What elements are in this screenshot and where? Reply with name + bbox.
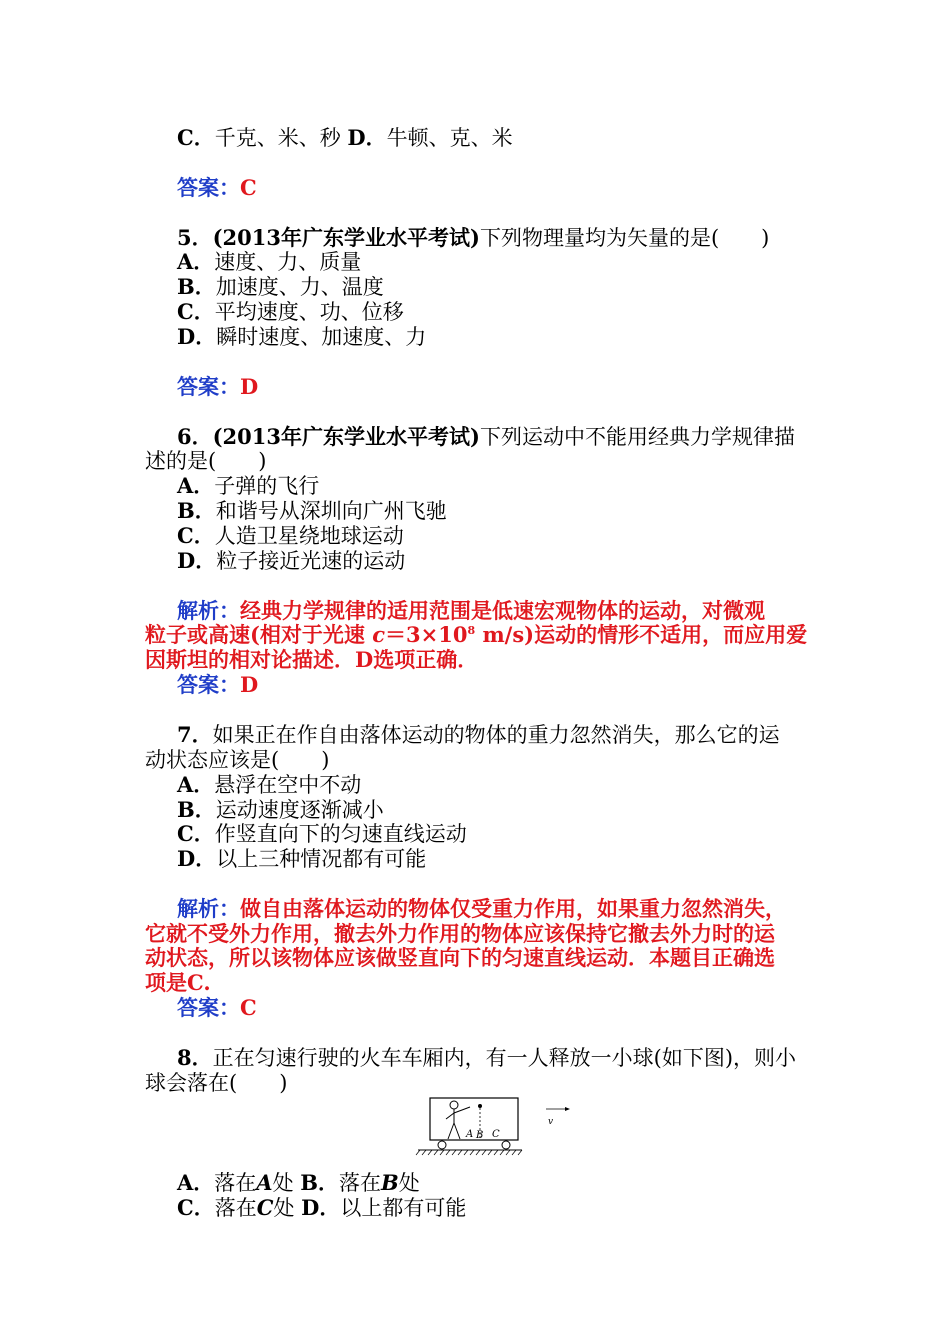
option-text: 牛顿、克、米 xyxy=(386,126,513,150)
ball xyxy=(478,1104,482,1108)
q7-option-c xyxy=(177,822,467,846)
person-leg xyxy=(448,1123,454,1139)
q5-answer xyxy=(177,375,258,399)
option-label: D． xyxy=(177,548,217,573)
q6-analysis-line2 xyxy=(145,623,807,647)
question-source: (2013年广东学业水平考试) xyxy=(212,424,480,449)
question-number: 8． xyxy=(177,1045,213,1070)
analysis-text: 经典力学规律的适用范围是低速宏观物体的运动，对微观 xyxy=(240,598,765,623)
q7-stem-line2: 动状态应该是( ) xyxy=(145,748,330,772)
q7-option-d xyxy=(177,847,426,871)
option-text: 子弹的飞行 xyxy=(214,474,320,498)
question-number: 7． xyxy=(177,722,213,747)
q5-option-c xyxy=(177,300,404,324)
label-v: v xyxy=(548,1117,554,1127)
option-var: A xyxy=(256,1170,273,1195)
option-label: D． xyxy=(177,846,217,871)
option-text: 粒子接近光速的运动 xyxy=(216,549,406,573)
q7-answer xyxy=(177,996,257,1020)
q6-analysis-line1 xyxy=(177,599,765,623)
option-label: B． xyxy=(177,274,216,299)
option-text: 运动速度逐渐减小 xyxy=(215,798,384,822)
question-stem: 如果正在作自由落体运动的物体的重力忽然消失，那么它的运 xyxy=(212,723,780,747)
option-label: B． xyxy=(177,797,216,822)
exponent: 8 xyxy=(467,624,476,637)
q4-options-cd xyxy=(177,126,513,150)
analysis-text: 粒子或高速(相对于光速 xyxy=(145,622,373,647)
question-source: (2013年广东学业水平考试) xyxy=(212,225,480,250)
option-text: 处 xyxy=(272,1171,294,1195)
answer-label: 答案： xyxy=(177,175,240,200)
option-label: C． xyxy=(177,299,215,324)
answer-value: D xyxy=(240,672,259,697)
q5-option-d xyxy=(177,325,426,349)
label-b: B xyxy=(476,1130,484,1141)
analysis-text: m/s)运动的情形不适用，而应用爱 xyxy=(475,622,808,647)
option-label: B． xyxy=(177,498,216,523)
question-number: 5． xyxy=(177,225,213,250)
question-stem: 下列物理量均为矢量的是( ) xyxy=(479,226,770,250)
q6-answer xyxy=(177,673,258,697)
analysis-label: 解析： xyxy=(177,598,240,623)
option-text: 平均速度、功、位移 xyxy=(214,300,404,324)
question-stem: 下列运动中不能用经典力学规律描 xyxy=(479,425,795,449)
q7-stem-line1 xyxy=(177,723,780,747)
arrow-head-icon xyxy=(565,1107,570,1111)
option-text: 落在 xyxy=(214,1196,257,1220)
q6-option-b xyxy=(177,499,447,523)
q6-stem-line2: 述的是( ) xyxy=(145,449,267,473)
carriage-outline xyxy=(430,1098,518,1140)
option-label: C． xyxy=(177,821,215,846)
q7-analysis-line1 xyxy=(177,897,786,921)
ground-hatching xyxy=(416,1150,522,1155)
q8-stem-line2: 球会落在( ) xyxy=(145,1071,288,1095)
label-a: A xyxy=(466,1129,474,1140)
q6-option-a xyxy=(177,474,319,498)
option-label: B． xyxy=(300,1170,340,1195)
q7-analysis-line4: 项是C. xyxy=(145,970,211,995)
q5-option-b xyxy=(177,275,384,299)
option-text: 落在 xyxy=(214,1171,257,1195)
option-label: D． xyxy=(177,324,217,349)
option-var: C xyxy=(256,1195,274,1220)
q7-option-a xyxy=(177,773,361,797)
option-text: 悬浮在空中不动 xyxy=(214,773,362,797)
q5-option-a xyxy=(177,250,361,274)
q6-analysis-line3: 因斯坦的相对论描述．D选项正确． xyxy=(145,647,479,672)
option-text: 落在 xyxy=(339,1171,382,1195)
train-carriage-figure xyxy=(410,1093,580,1163)
option-label: C． xyxy=(177,1195,215,1220)
option-label: A． xyxy=(177,249,215,274)
option-var: B xyxy=(381,1170,399,1195)
analysis-text: ＝3×10 xyxy=(385,622,468,647)
option-text: 千克、米、秒 xyxy=(214,126,341,150)
q6-option-d xyxy=(177,549,405,573)
option-label: C． xyxy=(177,125,215,150)
q8-stem-line1 xyxy=(177,1046,796,1070)
person-leg xyxy=(454,1123,460,1139)
option-label: A． xyxy=(177,1170,215,1195)
option-label: A． xyxy=(177,772,215,797)
analysis-text: 做自由落体运动的物体仅受重力作用，如果重力忽然消失， xyxy=(240,896,786,921)
answer-label: 答案： xyxy=(177,672,240,697)
option-text: 和谐号从深圳向广州飞驰 xyxy=(215,499,447,523)
question-number: 6． xyxy=(177,424,213,449)
q8-options-ab xyxy=(177,1171,420,1195)
option-label: A． xyxy=(177,473,215,498)
person-arm xyxy=(446,1113,454,1119)
option-label: D． xyxy=(347,125,387,150)
q6-option-c xyxy=(177,524,404,548)
person-head xyxy=(450,1101,458,1109)
q7-analysis-line3: 动状态，所以该物体应该做竖直向下的匀速直线运动．本题目正确选 xyxy=(145,945,775,970)
q7-option-b xyxy=(177,798,384,822)
option-text: 处 xyxy=(398,1171,420,1195)
q5-stem xyxy=(177,226,769,250)
answer-value: D xyxy=(240,374,259,399)
answer-value: C xyxy=(240,175,257,200)
q7-analysis-line2: 它就不受外力作用，撤去外力作用的物体应该保持它撤去外力时的运 xyxy=(145,921,775,946)
option-text: 瞬时速度、加速度、力 xyxy=(216,325,427,349)
option-label: C． xyxy=(177,523,215,548)
option-text: 以上三种情况都有可能 xyxy=(216,847,427,871)
analysis-label: 解析： xyxy=(177,896,240,921)
option-text: 加速度、力、温度 xyxy=(215,275,384,299)
question-stem: 正在匀速行驶的火车车厢内，有一人释放一小球(如下图)，则小 xyxy=(212,1046,797,1070)
option-text: 作竖直向下的匀速直线运动 xyxy=(214,822,467,846)
q8-options-cd xyxy=(177,1196,466,1220)
answer-label: 答案： xyxy=(177,995,240,1020)
wheel xyxy=(438,1141,446,1149)
option-text: 以上都有可能 xyxy=(340,1196,467,1220)
answer-value: C xyxy=(240,995,257,1020)
option-text: 人造卫星绕地球运动 xyxy=(214,524,404,548)
option-text: 速度、力、质量 xyxy=(214,250,362,274)
wheel xyxy=(502,1141,510,1149)
light-speed-symbol: c xyxy=(372,622,386,647)
q4-answer xyxy=(177,176,257,200)
q6-stem-line1 xyxy=(177,425,795,449)
answer-label: 答案： xyxy=(177,374,240,399)
label-c: C xyxy=(492,1129,500,1140)
option-text: 处 xyxy=(273,1196,295,1220)
option-label: D． xyxy=(301,1195,341,1220)
